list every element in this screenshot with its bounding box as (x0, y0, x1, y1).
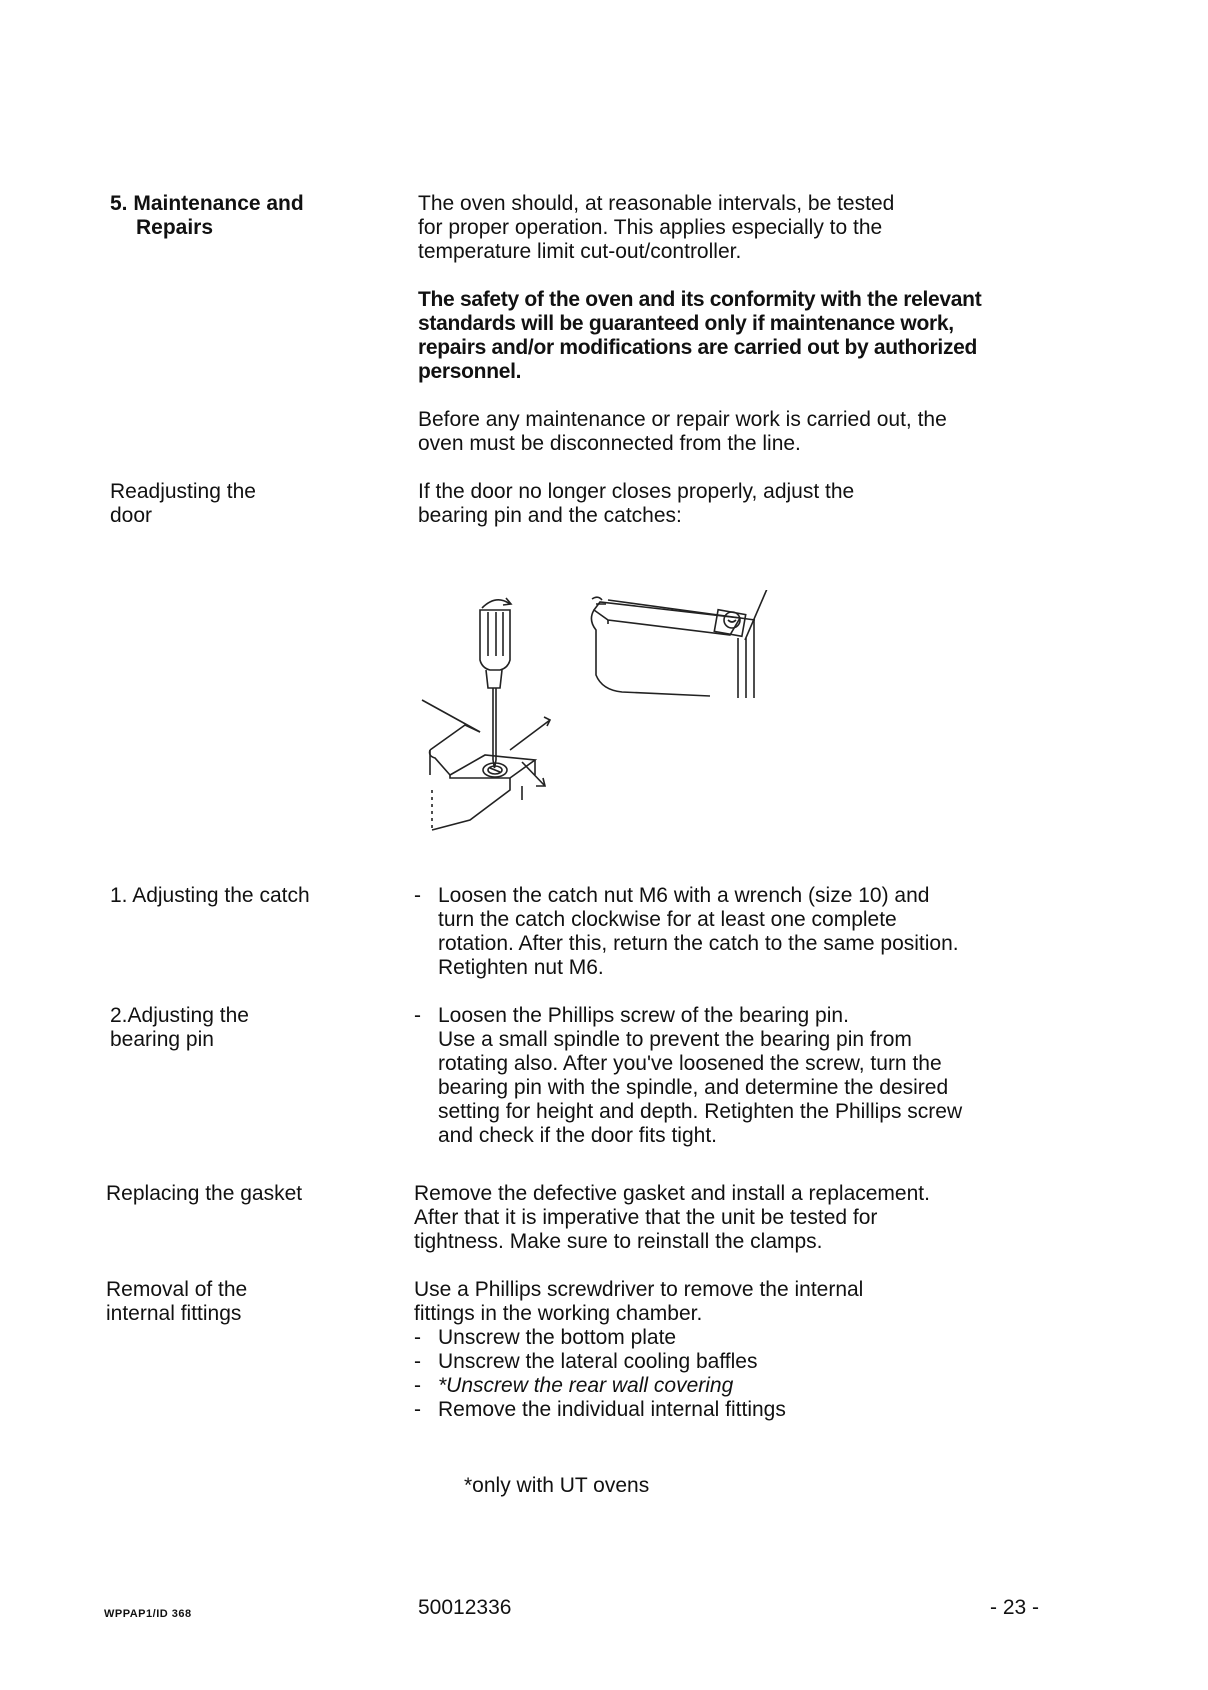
gasket-text (414, 1182, 1074, 1254)
gasket-heading: Replacing the gasket (106, 1182, 303, 1205)
catch-heading: 1. Adjusting the catch (110, 884, 310, 907)
section-title-line: 5. Maintenance and (110, 192, 304, 215)
footnote: *only with UT ovens (464, 1474, 650, 1497)
catch-bullet-line: Retighten nut M6. (438, 956, 604, 979)
bearing-bullet-line: and check if the door fits tight. (438, 1124, 717, 1147)
disconnect-paragraph (418, 408, 1058, 456)
bearing-heading (110, 1004, 370, 1052)
fittings-heading-line: internal fittings (106, 1302, 242, 1325)
intro-line: for proper operation. This applies especially to the (418, 216, 883, 239)
safety-line: standards will be guaranteed only if maintenance work, (418, 312, 954, 335)
screwdriver-illustration (480, 598, 511, 768)
door-adjustment-illustration (410, 590, 840, 850)
page-number: - 23 - (990, 1596, 1040, 1619)
bearing-heading-line: 2.Adjusting the (110, 1004, 249, 1027)
fittings-bullet: - Unscrew the bottom plate (414, 1326, 677, 1349)
intro-line: temperature limit cut-out/controller. (418, 240, 742, 263)
fittings-line: Use a Phillips screwdriver to remove the internal (414, 1278, 864, 1301)
disconnect-line: Before any maintenance or repair work is carried out, the (418, 408, 947, 431)
safety-paragraph (418, 288, 1058, 384)
door-text-line: bearing pin and the catches: (418, 504, 682, 527)
gasket-line: After that it is imperative that the unit be tested for (414, 1206, 878, 1229)
bearing-bullet-line: rotating also. After you've loosened the screw, turn the (438, 1052, 942, 1075)
gasket-line: Remove the defective gasket and install a replacement. (414, 1182, 930, 1205)
fittings-text (414, 1278, 1074, 1422)
section-title-line: Repairs (136, 216, 214, 239)
fittings-heading (106, 1278, 247, 1326)
fittings-bullet: - *Unscrew the rear wall covering (414, 1374, 734, 1397)
gasket-line: tightness. Make sure to reinstall the clamps. (414, 1230, 823, 1253)
intro-line: The oven should, at reasonable intervals, be tested (418, 192, 895, 215)
footer-code: WPPAP1/ID 368 (104, 1608, 192, 1620)
fittings-line: fittings in the working chamber. (414, 1302, 703, 1325)
door-text (418, 480, 1058, 528)
bearing-bullet-line: - Loosen the Phillips screw of the bearing pin. (414, 1004, 849, 1027)
catch-bullet-line: rotation. After this, return the catch to the same position. (438, 932, 959, 955)
bearing-bullet-line: setting for height and depth. Retighten the Phillips screw (438, 1100, 963, 1123)
door-heading (110, 480, 370, 528)
catch-bullet-line: - Loosen the catch nut M6 with a wrench (size 10) and (414, 884, 930, 907)
door-heading-line: Readjusting the (110, 480, 256, 503)
footer-doc-number: 50012336 (418, 1596, 512, 1619)
bearing-bullet-line: Use a small spindle to prevent the bearing pin from (438, 1028, 912, 1051)
intro-paragraph (418, 192, 1058, 264)
fittings-heading-line: Removal of the (106, 1278, 248, 1301)
door-heading-line: door (110, 504, 153, 527)
safety-line: The safety of the oven and its conformity with the relevant (418, 288, 982, 311)
catch-bullet-line: turn the catch clockwise for at least one complete (438, 908, 897, 931)
bearing-bullet (414, 1004, 1074, 1148)
fittings-bullet: - Unscrew the lateral cooling baffles (414, 1350, 758, 1373)
hinge-plate-illustration (422, 700, 550, 830)
door-catch-illustration (591, 590, 770, 698)
disconnect-line: oven must be disconnected from the line. (418, 432, 801, 455)
catch-bullet (414, 884, 1074, 980)
fittings-bullet: - Remove the individual internal fittings (414, 1398, 786, 1421)
door-text-line: If the door no longer closes properly, adjust the (418, 480, 855, 503)
bearing-bullet-line: bearing pin with the spindle, and determine the desired (438, 1076, 949, 1099)
bearing-heading-line: bearing pin (110, 1028, 214, 1051)
safety-line: personnel. (418, 360, 522, 383)
section-title (110, 192, 370, 240)
safety-line: repairs and/or modifications are carried out by authorized (418, 336, 978, 359)
